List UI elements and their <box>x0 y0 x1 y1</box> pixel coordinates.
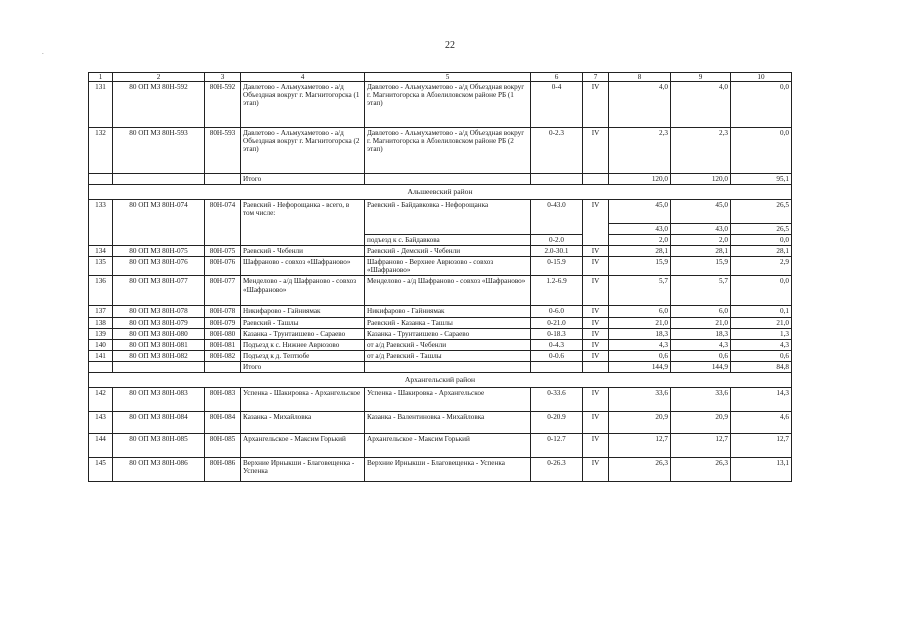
road-section: Казанка - Валентиновка - Михайловка <box>365 411 531 433</box>
column-number: 2 <box>113 73 205 82</box>
registry-number: 80 ОП МЗ 80Н-082 <box>113 350 205 361</box>
road-code: 80Н-078 <box>205 306 241 317</box>
km-range: 0-0.6 <box>531 350 583 361</box>
total-label: Итого <box>241 361 365 372</box>
table-row <box>89 200 792 224</box>
length-col10: 0,0 <box>731 82 792 128</box>
row-number: 138 <box>89 317 113 328</box>
road-name: Казанка - Трунтаишево - Сараево <box>241 328 365 339</box>
road-section: от а/д Раевский - Ташлы <box>365 350 531 361</box>
road-category: IV <box>583 317 609 328</box>
length-col10: 4,6 <box>731 411 792 433</box>
length-col10: 26,5 <box>731 224 792 235</box>
road-category: IV <box>583 339 609 350</box>
length-col9: 21,0 <box>671 317 731 328</box>
length-total: 33,6 <box>609 387 671 411</box>
district-name: Альшеевский район <box>89 185 792 200</box>
km-range: 0-26.3 <box>531 457 583 481</box>
registry-number: 80 ОП МЗ 80Н-075 <box>113 246 205 257</box>
road-section: подъезд к с. Байдавкова <box>365 235 531 246</box>
column-number: 7 <box>583 73 609 82</box>
row-number: 144 <box>89 433 113 457</box>
road-code: 80Н-592 <box>205 82 241 128</box>
district-name: Архангельский район <box>89 372 792 387</box>
length-col9: 4,3 <box>671 339 731 350</box>
road-section: Менделово - а/д Шафраново - совхоз «Шафраново» <box>365 276 531 306</box>
road-section: Верхние Ирныкши - Благовещенка - Успенка <box>365 457 531 481</box>
table-row <box>89 276 792 306</box>
length-col9: 26,3 <box>671 457 731 481</box>
km-range: 1.2-6.9 <box>531 276 583 306</box>
registry-number: 80 ОП МЗ 80Н-074 <box>113 200 205 246</box>
road-section: от а/д Раевский - Чебенли <box>365 339 531 350</box>
registry-number: 80 ОП МЗ 80Н-083 <box>113 387 205 411</box>
road-section: Никифарово - Гайниямак <box>365 306 531 317</box>
table-row <box>89 411 792 433</box>
road-section: Шафраново - Верхнее Аврюзово - совхоз «Шафраново» <box>365 257 531 276</box>
length-col9: 5,7 <box>671 276 731 306</box>
row-number: 133 <box>89 200 113 246</box>
table-row <box>89 128 792 174</box>
length-col9: 18,3 <box>671 328 731 339</box>
length-col10: 0,0 <box>731 128 792 174</box>
road-section: Раевский - Казанка - Ташлы <box>365 317 531 328</box>
road-section: Архангельское - Максим Горький <box>365 433 531 457</box>
road-name: Менделово - а/д Шафраново - совхоз «Шафраново» <box>241 276 365 306</box>
length-col10: 0,6 <box>731 350 792 361</box>
table-row <box>89 339 792 350</box>
total-col8: 120,0 <box>609 174 671 185</box>
length-total: 2,0 <box>609 235 671 246</box>
registry-number: 80 ОП МЗ 80Н-084 <box>113 411 205 433</box>
registry-number: 80 ОП МЗ 80Н-077 <box>113 276 205 306</box>
road-section: Казанка - Трунтаишево - Сарaево <box>365 328 531 339</box>
road-name: Никифарово - Гайниямак <box>241 306 365 317</box>
road-name: Шафраново - совхоз «Шафраново» <box>241 257 365 276</box>
km-range: 0-33.6 <box>531 387 583 411</box>
length-total: 43,0 <box>609 224 671 235</box>
district-row <box>89 185 792 200</box>
total-label: Итого <box>241 174 365 185</box>
km-range: 0-21.0 <box>531 317 583 328</box>
length-col10: 0,0 <box>731 276 792 306</box>
row-number: 141 <box>89 350 113 361</box>
road-name: Раевский - Ташлы <box>241 317 365 328</box>
road-code: 80Н-082 <box>205 350 241 361</box>
table-row <box>89 306 792 317</box>
road-code: 80Н-075 <box>205 246 241 257</box>
road-section: Раевский - Байдавковка - Нефорощанка <box>365 200 531 235</box>
length-col9: 2,0 <box>671 235 731 246</box>
table-row <box>89 350 792 361</box>
road-name: Раевский - Нефорощанка - всего, в том числе: <box>241 200 365 246</box>
road-code: 80Н-083 <box>205 387 241 411</box>
registry-number: 80 ОП МЗ 80Н-076 <box>113 257 205 276</box>
registry-number: 80 ОП МЗ 80Н-086 <box>113 457 205 481</box>
length-total: 4,0 <box>609 82 671 128</box>
length-total: 45,0 <box>609 200 671 224</box>
total-row <box>89 361 792 372</box>
table-row <box>89 433 792 457</box>
column-number-row <box>89 73 792 82</box>
row-number: 136 <box>89 276 113 306</box>
column-number: 4 <box>241 73 365 82</box>
road-code: 80Н-079 <box>205 317 241 328</box>
total-row <box>89 174 792 185</box>
km-range: 0-15.9 <box>531 257 583 276</box>
length-total: 0,6 <box>609 350 671 361</box>
table-row <box>89 246 792 257</box>
length-total: 26,3 <box>609 457 671 481</box>
km-range: 0-12.7 <box>531 433 583 457</box>
road-category: IV <box>583 246 609 257</box>
road-code: 80Н-085 <box>205 433 241 457</box>
table-row <box>89 257 792 276</box>
road-name: Давлетово - Альмухаметово - а/д Объездная вокруг г. Магнитогорска (1 этап) <box>241 82 365 128</box>
length-col10: 21,0 <box>731 317 792 328</box>
road-code: 80Н-593 <box>205 128 241 174</box>
registry-number: 80 ОП МЗ 80Н-081 <box>113 339 205 350</box>
km-range: 0-4.3 <box>531 339 583 350</box>
row-number: 142 <box>89 387 113 411</box>
road-category: IV <box>583 200 609 246</box>
road-name: Архангельское - Максим Горький <box>241 433 365 457</box>
length-total: 18,3 <box>609 328 671 339</box>
table-row <box>89 387 792 411</box>
road-category: IV <box>583 433 609 457</box>
row-number: 135 <box>89 257 113 276</box>
length-col10: 0,0 <box>731 235 792 246</box>
scan-mark: . <box>42 48 44 56</box>
registry-number: 80 ОП МЗ 80Н-079 <box>113 317 205 328</box>
length-col10: 13,1 <box>731 457 792 481</box>
row-number: 131 <box>89 82 113 128</box>
roads-table-sheet <box>88 72 791 482</box>
length-col10: 14,3 <box>731 387 792 411</box>
km-range: 2.0-30.1 <box>531 246 583 257</box>
road-category: IV <box>583 82 609 128</box>
length-total: 6,0 <box>609 306 671 317</box>
road-name: Подъезд к д. Тептюбе <box>241 350 365 361</box>
length-total: 5,7 <box>609 276 671 306</box>
length-total: 4,3 <box>609 339 671 350</box>
column-number: 6 <box>531 73 583 82</box>
length-col10: 1,3 <box>731 328 792 339</box>
road-name: Верхние Ирныкши - Благовещенка - Успенка <box>241 457 365 481</box>
length-total: 21,0 <box>609 317 671 328</box>
row-number: 145 <box>89 457 113 481</box>
length-total: 28,1 <box>609 246 671 257</box>
length-col9: 20,9 <box>671 411 731 433</box>
row-number: 140 <box>89 339 113 350</box>
table-row <box>89 317 792 328</box>
registry-number: 80 ОП МЗ 80Н-078 <box>113 306 205 317</box>
total-col8: 144,9 <box>609 361 671 372</box>
length-col9: 45,0 <box>671 200 731 224</box>
length-total: 2,3 <box>609 128 671 174</box>
length-col9: 43,0 <box>671 224 731 235</box>
road-category: IV <box>583 387 609 411</box>
length-col9: 28,1 <box>671 246 731 257</box>
row-number: 137 <box>89 306 113 317</box>
registry-number: 80 ОП МЗ 80Н-080 <box>113 328 205 339</box>
road-section: Давлетово - Альмухаметово - а/д Объездная вокруг г. Магнитогорска в Абзелиловском районе РБ (1 этап) <box>365 82 531 128</box>
length-col10: 4,3 <box>731 339 792 350</box>
road-code: 80Н-077 <box>205 276 241 306</box>
length-col10: 28,1 <box>731 246 792 257</box>
column-number: 8 <box>609 73 671 82</box>
length-col9: 0,6 <box>671 350 731 361</box>
registry-number: 80 ОП МЗ 80Н-592 <box>113 82 205 128</box>
row-number: 143 <box>89 411 113 433</box>
road-code: 80Н-080 <box>205 328 241 339</box>
page-number: 22 <box>445 40 455 51</box>
length-col10: 12,7 <box>731 433 792 457</box>
row-number: 132 <box>89 128 113 174</box>
total-col10: 95,1 <box>731 174 792 185</box>
road-code: 80Н-086 <box>205 457 241 481</box>
road-category: IV <box>583 350 609 361</box>
road-name: Подъезд к с. Нижнее Аврюзово <box>241 339 365 350</box>
km-range: 0-2.3 <box>531 128 583 174</box>
road-category: IV <box>583 276 609 306</box>
roads-table <box>88 72 792 482</box>
column-number: 9 <box>671 73 731 82</box>
table-row <box>89 82 792 128</box>
length-col9: 6,0 <box>671 306 731 317</box>
km-range: 0-20.9 <box>531 411 583 433</box>
road-code: 80Н-081 <box>205 339 241 350</box>
total-col10: 84,8 <box>731 361 792 372</box>
column-number: 3 <box>205 73 241 82</box>
total-col9: 144,9 <box>671 361 731 372</box>
road-section: Давлетово - Альмухаметово - а/д Объездная вокруг г. Магнитогорска в Абзелиловском районе РБ (2 этап) <box>365 128 531 174</box>
column-number: 10 <box>731 73 792 82</box>
length-col10: 26,5 <box>731 200 792 224</box>
road-category: IV <box>583 411 609 433</box>
km-range: 0-6.0 <box>531 306 583 317</box>
district-row <box>89 372 792 387</box>
km-range: 0-4 <box>531 82 583 128</box>
road-name: Раевский - Чебенли <box>241 246 365 257</box>
row-number: 139 <box>89 328 113 339</box>
table-row <box>89 457 792 481</box>
road-code: 80Н-084 <box>205 411 241 433</box>
road-category: IV <box>583 306 609 317</box>
column-number: 1 <box>89 73 113 82</box>
length-total: 15,9 <box>609 257 671 276</box>
length-col10: 0,1 <box>731 306 792 317</box>
road-code: 80Н-076 <box>205 257 241 276</box>
road-category: IV <box>583 328 609 339</box>
road-category: IV <box>583 128 609 174</box>
km-range: 0-2.0 <box>531 235 583 246</box>
total-col9: 120,0 <box>671 174 731 185</box>
table-row <box>89 328 792 339</box>
road-category: IV <box>583 457 609 481</box>
length-total: 20,9 <box>609 411 671 433</box>
road-category: IV <box>583 257 609 276</box>
road-name: Казанка - Михайловка <box>241 411 365 433</box>
road-section: Раевский - Демский - Чебенли <box>365 246 531 257</box>
km-range: 0-18.3 <box>531 328 583 339</box>
column-number: 5 <box>365 73 531 82</box>
road-name: Успенка - Шакировка - Архангельское <box>241 387 365 411</box>
length-col9: 12,7 <box>671 433 731 457</box>
length-col9: 33,6 <box>671 387 731 411</box>
registry-number: 80 ОП МЗ 80Н-085 <box>113 433 205 457</box>
length-total: 12,7 <box>609 433 671 457</box>
length-col9: 2,3 <box>671 128 731 174</box>
registry-number: 80 ОП МЗ 80Н-593 <box>113 128 205 174</box>
length-col9: 15,9 <box>671 257 731 276</box>
length-col10: 2,9 <box>731 257 792 276</box>
road-name: Давлетово - Альмухаметово - а/д Объездная вокруг г. Магнитогорска (2 этап) <box>241 128 365 174</box>
length-col9: 4,0 <box>671 82 731 128</box>
road-code: 80Н-074 <box>205 200 241 246</box>
km-range: 0-43.0 <box>531 200 583 235</box>
row-number: 134 <box>89 246 113 257</box>
road-section: Успенка - Шакировка - Архангельское <box>365 387 531 411</box>
